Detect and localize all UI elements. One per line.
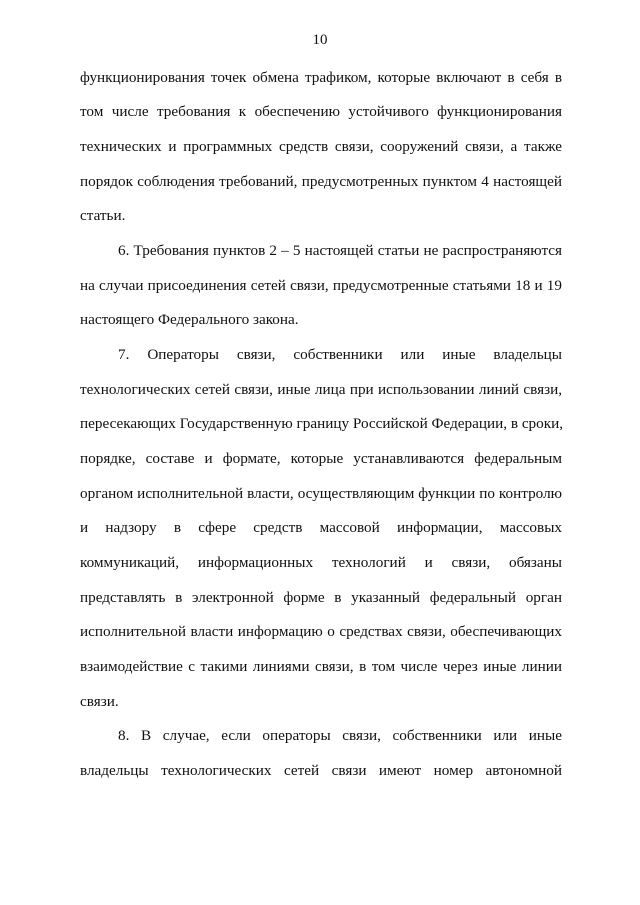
text-line: коммуникаций, информационных технологий и связи, обязаны [80, 554, 562, 571]
text-line: на случаи присоединения сетей связи, предусмотренные статьями 18 и 19 [80, 277, 562, 294]
text-line: взаимодействие с такими линиями связи, в том числе через иные линии [80, 658, 562, 675]
paragraph-7-first-line: 7. Операторы связи, собственники или иные владельцы [118, 346, 562, 363]
text-line: технических и программных средств связи, сооружений связи, а также [80, 138, 562, 155]
text-line: владельцы технологических сетей связи имеют номер автономной [80, 762, 562, 779]
text-line: том числе требования к обеспечению устойчивого функционирования [80, 103, 562, 120]
text-line: пересекающих Государственную границу Российской Федерации, в сроки, [80, 415, 564, 432]
paragraph-6-first-line: 6. Требования пунктов 2 – 5 настоящей статьи не распространяются [118, 242, 562, 259]
text-line: порядок соблюдения требований, предусмотренных пунктом 4 настоящей [80, 173, 562, 190]
text-line: статьи. [80, 207, 126, 224]
page-number: 10 [312, 32, 328, 48]
text-line: технологических сетей связи, иные лица при использовании линий связи, [80, 381, 562, 398]
text-line: и надзору в сфере средств массовой информации, массовых [80, 519, 562, 536]
text-line: исполнительной власти информацию о средствах связи, обеспечивающих [80, 623, 562, 640]
text-line: органом исполнительной власти, осуществляющим функции по контролю [80, 485, 562, 502]
paragraph-8-first-line: 8. В случае, если операторы связи, собственники или иные [118, 727, 562, 744]
text-line: функционирования точек обмена трафиком, которые включают в себя в [80, 69, 562, 86]
text-line: порядке, составе и формате, которые устанавливаются федеральным [80, 450, 562, 467]
text-line: представлять в электронной форме в указанный федеральный орган [80, 589, 562, 606]
text-line: связи. [80, 693, 119, 710]
text-line: настоящего Федерального закона. [80, 311, 299, 328]
